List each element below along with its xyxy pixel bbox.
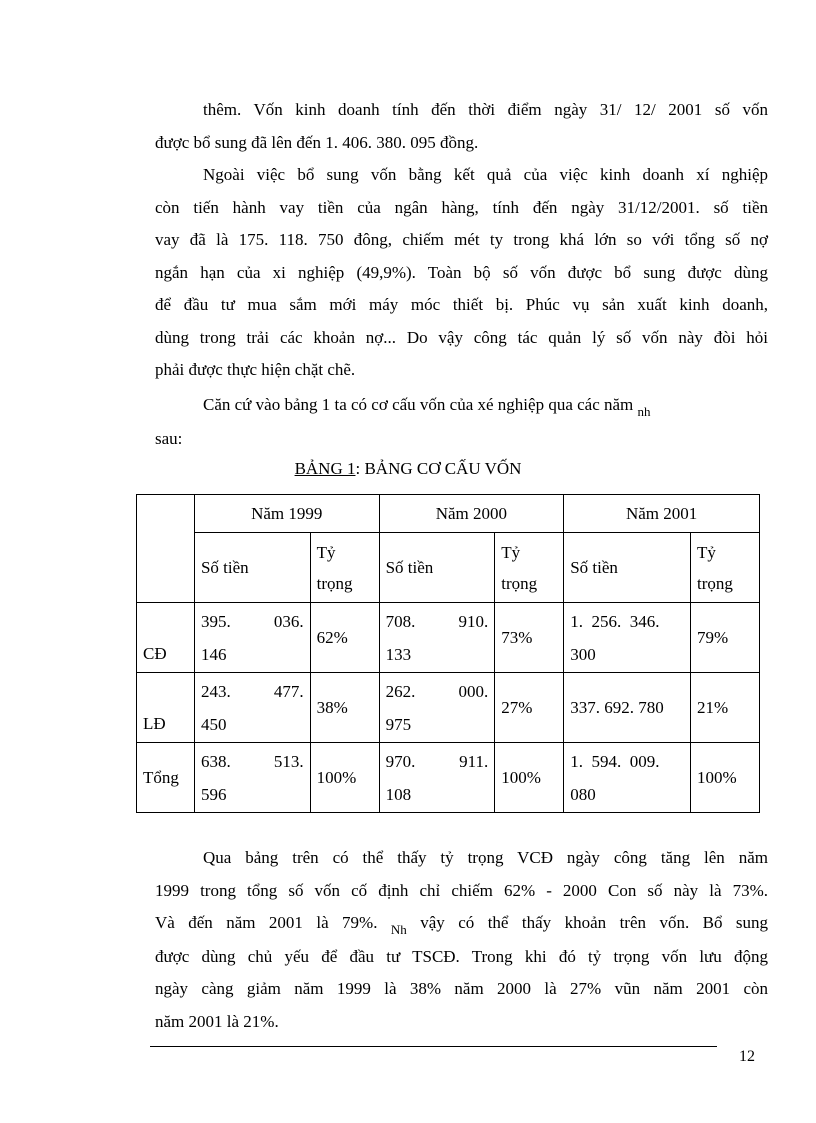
text-line: Căn cứ vào bảng 1 ta có cơ cấu vốn của xé nghiệp qua các năm $_{nh}$ xyxy=(203,395,651,419)
amount-cell: 243. 477. 450 xyxy=(194,673,310,743)
amount-cell: 262. 000. 975 xyxy=(379,673,495,743)
text-line: phải được thực hiện chặt chẽ. xyxy=(155,360,356,379)
table-row xyxy=(137,603,760,673)
row-label: Tổng xyxy=(137,743,195,813)
row-label: CĐ xyxy=(137,603,195,673)
ratio-cell: 100% xyxy=(495,743,564,813)
amount-cell: 1. 256. 346. 300 xyxy=(564,603,691,673)
text-line: để đầu tư mua sắm mới máy móc thiết bị. Phúc vụ sản xuất kinh doanh, xyxy=(155,295,768,314)
text-line: dùng trong trải các khoản nợ... Do vậy công tác quản lý số vốn này đòi hỏi xyxy=(155,327,768,347)
table-row xyxy=(137,743,760,813)
amount-cell: 708. 910. 133 xyxy=(379,603,495,673)
text-line: ngắn hạn của xi nghiệp (49,9%). Toàn bộ số vốn được bổ sung được dùng xyxy=(155,262,768,282)
text-line: ngày càng giảm năm 1999 là 38% năm 2000 là 27% vũn năm 2001 còn xyxy=(155,979,768,998)
table-corner-cell xyxy=(137,495,195,603)
amount-cell: 638. 513. 596 xyxy=(194,743,310,813)
paragraph-2 xyxy=(155,159,768,387)
amount-header: Số tiền xyxy=(379,533,495,603)
ratio-cell: 79% xyxy=(691,603,760,673)
table-caption-text: : BẢNG CƠ CẤU VỐN xyxy=(355,459,522,478)
ratio-header: Tỷ trọng xyxy=(310,533,379,603)
amount-cell: 1. 594. 009. 080 xyxy=(564,743,691,813)
ratio-cell: 100% xyxy=(691,743,760,813)
ratio-cell: 21% xyxy=(691,673,760,743)
year-header: Năm 2000 xyxy=(379,495,564,533)
amount-cell: 970. 911. 108 xyxy=(379,743,495,813)
ratio-header: Tỷ trọng xyxy=(495,533,564,603)
text-line: sau: xyxy=(155,428,183,448)
text-line: vay đã là 175. 118. 750 đông, chiếm mét ty trong khá lớn so với tổng số nợ xyxy=(155,230,768,249)
text-line: Qua bảng trên có thể thấy tỷ trọng VCĐ ngày công tăng lên năm xyxy=(203,848,768,867)
text-line: được bổ sung đã lên đến 1. 406. 380. 095 đồng. xyxy=(155,132,479,152)
ratio-cell: 100% xyxy=(310,743,379,813)
ratio-cell: 62% xyxy=(310,603,379,673)
text-line: năm 2001 là 21%. xyxy=(155,1011,279,1031)
amount-cell: 337. 692. 780 xyxy=(564,673,691,743)
table-subheader-row xyxy=(137,533,760,603)
capital-structure-table xyxy=(136,494,760,813)
paragraph-1 xyxy=(155,94,768,159)
text-line: được dùng chủ yếu để đầu tư TSCĐ. Trong khi đó tỷ trọng vốn lưu động xyxy=(155,946,768,966)
paragraph-3 xyxy=(155,389,768,455)
text-line: Ngoài việc bổ sung vốn bằng kết quả của việc kinh doanh xí nghiệp xyxy=(203,165,768,184)
text-line: còn tiến hành vay tiền của ngân hàng, tính đến ngày 31/12/2001. số tiền xyxy=(155,197,768,217)
amount-cell: 395. 036. 146 xyxy=(194,603,310,673)
year-header: Năm 1999 xyxy=(194,495,379,533)
paragraph-4 xyxy=(155,842,768,1038)
footer-rule xyxy=(150,1046,717,1047)
page-number: 12 xyxy=(739,1048,755,1065)
table-caption xyxy=(0,459,816,479)
text-line: 1999 trong tổng số vốn cố định chỉ chiếm 62% - 2000 Con số này là 73%. xyxy=(155,880,768,900)
stray-fragment: Nh xyxy=(390,922,407,937)
text-line: thêm. Vốn kinh doanh tính đến thời điểm ngày 31/ 12/ 2001 số vốn xyxy=(203,100,768,119)
row-label: LĐ xyxy=(137,673,195,743)
amount-header: Số tiền xyxy=(194,533,310,603)
stray-fragment: nh xyxy=(637,404,651,419)
amount-header: Số tiền xyxy=(564,533,691,603)
ratio-cell: 73% xyxy=(495,603,564,673)
ratio-header: Tỷ trọng xyxy=(691,533,760,603)
table-header-row xyxy=(137,495,760,533)
year-header: Năm 2001 xyxy=(564,495,760,533)
ratio-cell: 38% xyxy=(310,673,379,743)
table-caption-label: BẢNG 1 xyxy=(294,459,356,478)
text-line: Và đến năm 2001 là 79%. $_{Nh}$ vậy có thể thấy khoản trên vốn. Bổ sung xyxy=(155,913,769,937)
table-row xyxy=(137,673,760,743)
ratio-cell: 27% xyxy=(495,673,564,743)
